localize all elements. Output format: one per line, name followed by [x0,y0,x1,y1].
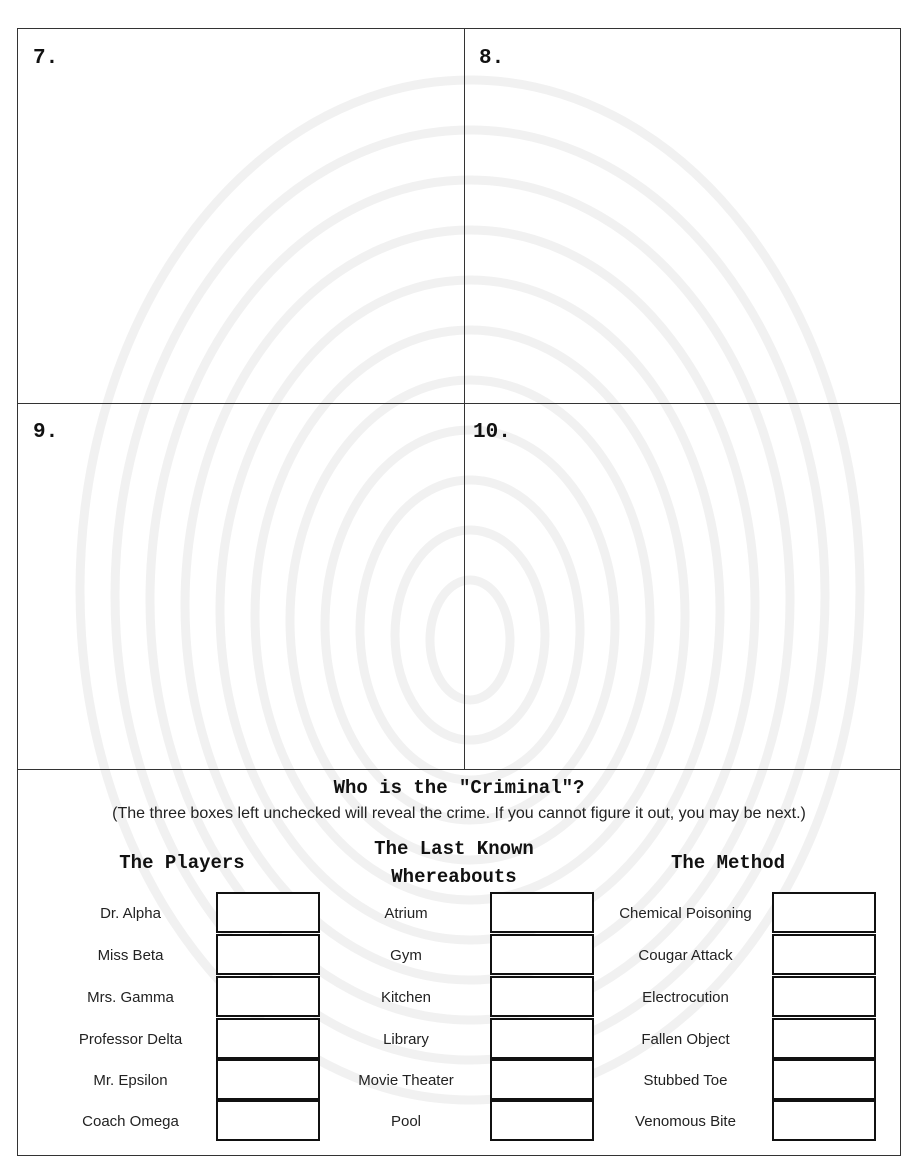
player-label: Dr. Alpha [100,905,161,922]
location-checkbox[interactable] [490,1100,594,1141]
method-label: Stubbed Toe [643,1072,728,1089]
panel-divider-horizontal [18,403,900,404]
player-label: Professor Delta [78,1031,183,1048]
location-checkbox[interactable] [490,976,594,1017]
criminal-puzzle-section [18,770,900,1156]
location-label: Gym [390,947,422,964]
location-checkbox[interactable] [490,1018,594,1059]
puzzle-instructions: (The three boxes left unchecked will reveal the crime. If you cannot figure it out, you may be next.) [112,805,806,822]
player-label: Mr. Epsilon [93,1072,168,1089]
method-checkbox[interactable] [772,1059,876,1100]
method-label: Electrocution [642,989,729,1006]
method-checkbox[interactable] [772,1018,876,1059]
method-checkbox[interactable] [772,934,876,975]
player-checkbox[interactable] [216,934,320,975]
method-label: Venomous Bite [635,1113,736,1130]
player-checkbox[interactable] [216,1018,320,1059]
panel-9-number: 9. [33,421,59,444]
players-heading: The Players [119,852,245,874]
location-label: Kitchen [380,989,432,1006]
method-label: Cougar Attack [638,947,733,964]
whereabouts-heading-line1: The Last Known [374,838,534,860]
whereabouts-heading-line2: Whereabouts [391,866,517,888]
panel-7-number: 7. [33,47,59,70]
method-checkbox[interactable] [772,1100,876,1141]
player-label: Mrs. Gamma [87,989,174,1006]
location-checkbox[interactable] [490,892,594,933]
worksheet [17,28,901,1156]
location-label: Pool [390,1113,422,1130]
method-label: Chemical Poisoning [619,905,752,922]
player-label: Miss Beta [97,947,164,964]
panel-divider-vertical [464,29,465,769]
method-label: Fallen Object [641,1031,730,1048]
location-checkbox[interactable] [490,934,594,975]
location-checkbox[interactable] [490,1059,594,1100]
player-checkbox[interactable] [216,1100,320,1141]
player-checkbox[interactable] [216,976,320,1017]
panel-8-number: 8. [479,47,505,70]
method-checkbox[interactable] [772,976,876,1017]
player-checkbox[interactable] [216,1059,320,1100]
panel-10-number: 10. [473,421,511,444]
method-heading: The Method [670,852,786,874]
player-label: Coach Omega [82,1113,179,1130]
location-label: Library [383,1031,429,1048]
location-label: Movie Theater [358,1072,454,1089]
location-label: Atrium [384,905,428,922]
puzzle-title: Who is the "Criminal"? [333,777,585,799]
player-checkbox[interactable] [216,892,320,933]
method-checkbox[interactable] [772,892,876,933]
